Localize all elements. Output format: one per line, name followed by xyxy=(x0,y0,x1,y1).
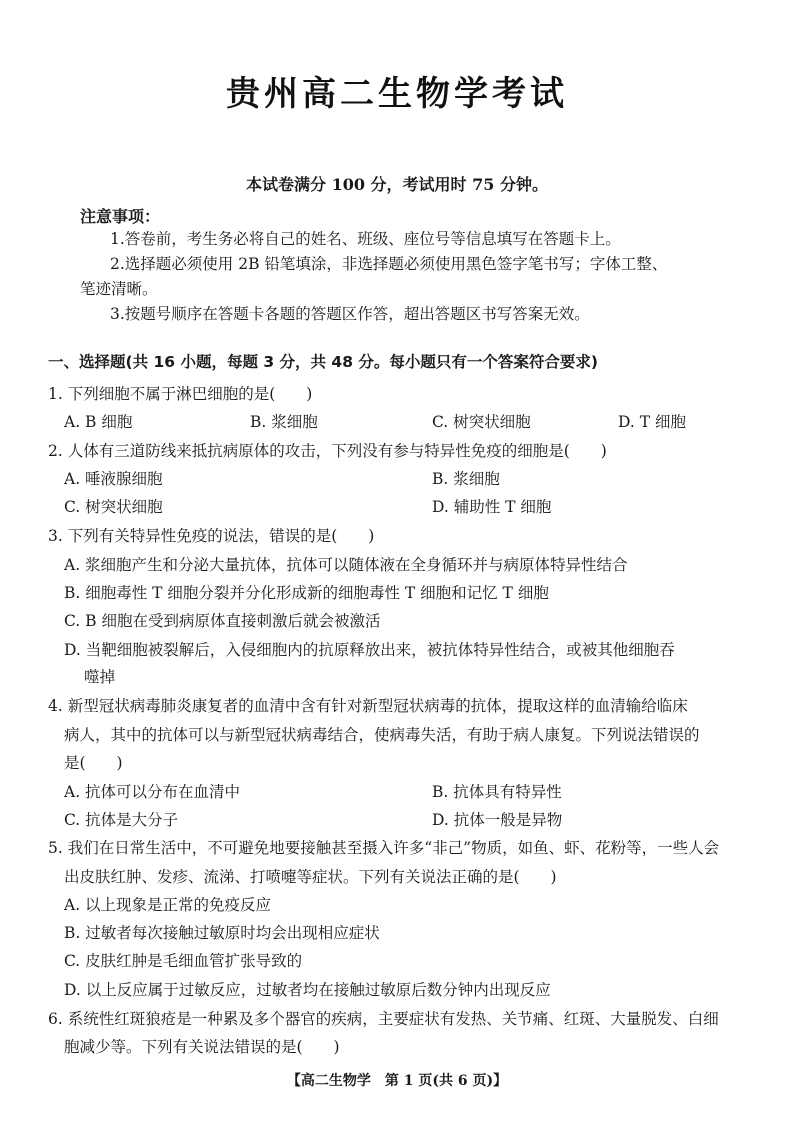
option-d: D. T 细胞 xyxy=(618,413,686,431)
option-a: A. 以上现象是正常的免疫反应 xyxy=(64,896,272,914)
option-d: D. 当靶细胞被裂解后，入侵细胞内的抗原释放出来，被抗体特异性结合，或被其他细胞吞 xyxy=(64,641,675,659)
notes-heading: 注意事项： xyxy=(80,207,161,226)
note-item: 3.按题号顺序在答题卡各题的答题区作答，超出答题区书写答案无效。 xyxy=(110,305,590,323)
note-item: 1.答卷前，考生务必将自己的姓名、班级、座位号等信息填写在答题卡上。 xyxy=(110,230,621,248)
option-b: B. 浆细胞 xyxy=(432,470,500,488)
note-item: 2.选择题必须使用 2B 铅笔填涂，非选择题必须使用黑色签字笔书写；字体工整、 xyxy=(110,255,668,273)
option-c: C. 抗体是大分子 xyxy=(64,811,179,829)
question-stem: 胞减少等。下列有关说法错误的是( ) xyxy=(64,1038,340,1056)
option-d: D. 辅助性 T 细胞 xyxy=(432,498,552,516)
question-stem: 病人，其中的抗体可以与新型冠状病毒结合，使病毒失活，有助于病人康复。下列说法错误的 xyxy=(64,726,700,744)
option-c: C. 树突状细胞 xyxy=(432,413,531,431)
option-b: B. 抗体具有特异性 xyxy=(432,783,562,801)
option-b: B. 浆细胞 xyxy=(250,413,318,431)
question-stem: 4. 新型冠状病毒肺炎康复者的血清中含有针对新型冠状病毒的抗体，提取这样的血清输给临床 xyxy=(48,697,688,715)
exam-meta: 本试卷满分 100 分，考试用时 75 分钟。 xyxy=(246,175,548,194)
option-c: C. B 细胞在受到病原体直接刺激后就会被激活 xyxy=(64,612,381,630)
option-c: C. 树突状细胞 xyxy=(64,498,163,516)
option-b: B. 细胞毒性 T 细胞分裂并分化形成新的细胞毒性 T 细胞和记忆 T 细胞 xyxy=(64,584,549,602)
question-stem: 6. 系统性红斑狼疮是一种累及多个器官的疾病，主要症状有发热、关节痛、红斑、大量脱发、白细 xyxy=(48,1010,719,1028)
option-d-continued: 噬掉 xyxy=(84,668,116,686)
section-heading: 一、选择题(共 16 小题，每题 3 分，共 48 分。每小题只有一个答案符合要求) xyxy=(48,353,598,371)
page-title: 贵州高二生物学考试 xyxy=(226,74,568,114)
question-stem: 3. 下列有关特异性免疫的说法，错误的是( ) xyxy=(48,527,375,545)
option-b: B. 过敏者每次接触过敏原时均会出现相应症状 xyxy=(64,924,380,942)
option-a: A. 抗体可以分布在血清中 xyxy=(64,783,241,801)
option-d: D. 以上反应属于过敏反应，过敏者均在接触过敏原后数分钟内出现反应 xyxy=(64,981,551,999)
option-a: A. B 细胞 xyxy=(64,413,133,431)
option-a: A. 浆细胞产生和分泌大量抗体，抗体可以随体液在全身循环并与病原体特异性结合 xyxy=(64,556,628,574)
page-footer: 【高二生物学 第 1 页(共 6 页)】 xyxy=(286,1073,508,1089)
question-stem: 1. 下列细胞不属于淋巴细胞的是( ) xyxy=(48,385,313,403)
option-c: C. 皮肤红肿是毛细血管扩张导致的 xyxy=(64,952,303,970)
question-stem: 是( ) xyxy=(64,754,123,772)
question-stem: 5. 我们在日常生活中，不可避免地要接触甚至摄入许多“非己”物质，如鱼、虾、花粉等，一些人会 xyxy=(48,839,720,857)
option-a: A. 唾液腺细胞 xyxy=(64,470,163,488)
option-d: D. 抗体一般是异物 xyxy=(432,811,563,829)
question-stem: 出皮肤红肿、发疹、流涕、打喷嚏等症状。下列有关说法正确的是( ) xyxy=(64,868,557,886)
note-item: 笔迹清晰。 xyxy=(80,280,158,298)
question-stem: 2. 人体有三道防线来抵抗病原体的攻击，下列没有参与特异性免疫的细胞是( ) xyxy=(48,442,607,460)
